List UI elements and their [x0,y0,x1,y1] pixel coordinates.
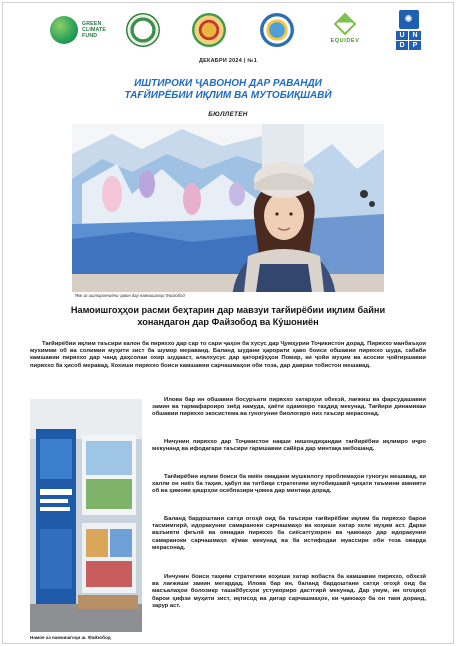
committee-environment-seal-logo [126,10,160,50]
tajikistan-emblem-logo [192,10,226,50]
article-paragraph: Ничунин пиряххо дар Тоҷикистон нақши нишондиҳандаи тағйирёбии иқлимро иҷро мекунанд ва ифодагари таъсири гармшавии сайёра дар минтақа мебошанд. [152,439,426,453]
equidev-logo: EQUIDEV [322,10,368,50]
hero-photo [72,124,384,292]
undp-globe-icon: ✺ [399,10,419,29]
article-paragraph: Тағйирёбии иқлим таъсири калон ба пиряххо дар сар то сари ҷаҳон ба хусус дар Ҷумҳурии Тоҷикистон дорад. Пиряххо манбаъҳои мухимми об ва солимии муҳити зист ба шумор мераванд. Баланд шудани ҳарорати ҳаво боиси обшавии пиряххо шуда, сабаби камшавии пиряххо дар чанд даҳсолаи охир шудааст, алалхусус дар қаторкӯҳҳои Помир, ки ҷойи муҳим ва асосии ҷойгиршавии пиряххо ба ҳисоб меравад. Кохиши пиряххо боиси камшавии сарчашмаҳои оби тоза, дар давраи тобистон мешавад. [30,341,426,369]
exhibition-photo-illustration [30,399,142,632]
article-paragraph: Тағйирёбии иқлим боиси ба миён омадани мушкилоту проблемаҳои гуногун мешавад, ки халли он ниёз ба таҳия, қабул ва татбиқи стратегияи мутобиқшавӣ ҷиҳати таъмини амнияти об ва ҳимояи қишрҳои осебпазири ҷомеа дар минтақа дорад. [152,474,426,495]
partner-logos-row [0,10,456,52]
gcf-logo-text: GREEN CLIMATE FUND [82,20,107,40]
hero-photo-caption: Яке аз иштирокчиёни ҷавон дар намоишгоҳи Файзобод [75,293,185,298]
article-paragraph: Баланд бардоштани сатҳи огоҳӣ оид ба таъсири тағйирёбии иқлим ба пиряххо барои тасмимгирӣ, идоракунии самараноки сарчашмаҳо ва коҳиши хатар хеле муҳим аст. Дарки вазъияти феълӣ ва оянадаи пиряххо ба сиёсатгузорон ва ҷамоаҳо дар идоракунии самараноки сарчашмаҳо кӯмак мекунад ва ба истифодаи муассири оби тоза оварда мерасонад. [152,516,426,551]
exhibition-photo [30,399,142,632]
exhibition-photo-caption: Намое аз намоишгоҳи ш. Файзобод [30,635,111,640]
equidev-mark-icon [334,13,357,36]
green-climate-fund-logo [50,10,120,50]
gcf-circle-icon [50,16,78,44]
article-title: Намоишгоҳҳои расми беҳтарин дар мавзуи тағйирёбии иқлим байни хонандагон дар Файзобод ва Кӯшониён [70,305,386,327]
bulletin-label: БЮЛЛЕТЕН [208,111,248,118]
page-title: ИШТИРОКИ ҶАВОНОН ДАР РАВАНДИ ТАҒЙИРЁБИИ ИҚЛИМ ВА МУТОБИҚШАВӢ [124,78,332,101]
article-paragraph: Илова бар ин обшавии босуръати пиряххо хатарҳои обхезӣ, лағжиш ва фарсудашавии замин ва тармафароиро зиёд намуда, ҳаёти одамонро таҳдид мекунад. Тағйири динамикаи обшавии пиряххо экосистема ва гуногунии биологиро низ таъсир мерасонад. [152,397,426,418]
undp-letter-grid: U N D P [396,31,421,50]
undp-logo [396,10,421,50]
agency-seal-logo [260,10,294,50]
article-paragraph: Инчунин боиси таҳияи стратегияи коҳиши хатар вобаста ба камшавии пиряххо, обхезӣ ва лағжиши замин мегардад. Илова бар ин, баланд бардоштани сатҳи огоҳӣ оид ба масъалаҳои болозикр ташаббусҳои устувориро дастгирӣ мекунад. Дар умум, ин огоҳиҳо барои ҳифзи муҳити зист, иқтисод ва дигар сарчашмаҳое, ки ҷамоаҳо ба он такя доранд, зарур аст. [152,574,426,609]
hero-photo-illustration [72,124,384,292]
issue-date: ДЕКАБРИ 2024 | №1 [198,58,258,64]
